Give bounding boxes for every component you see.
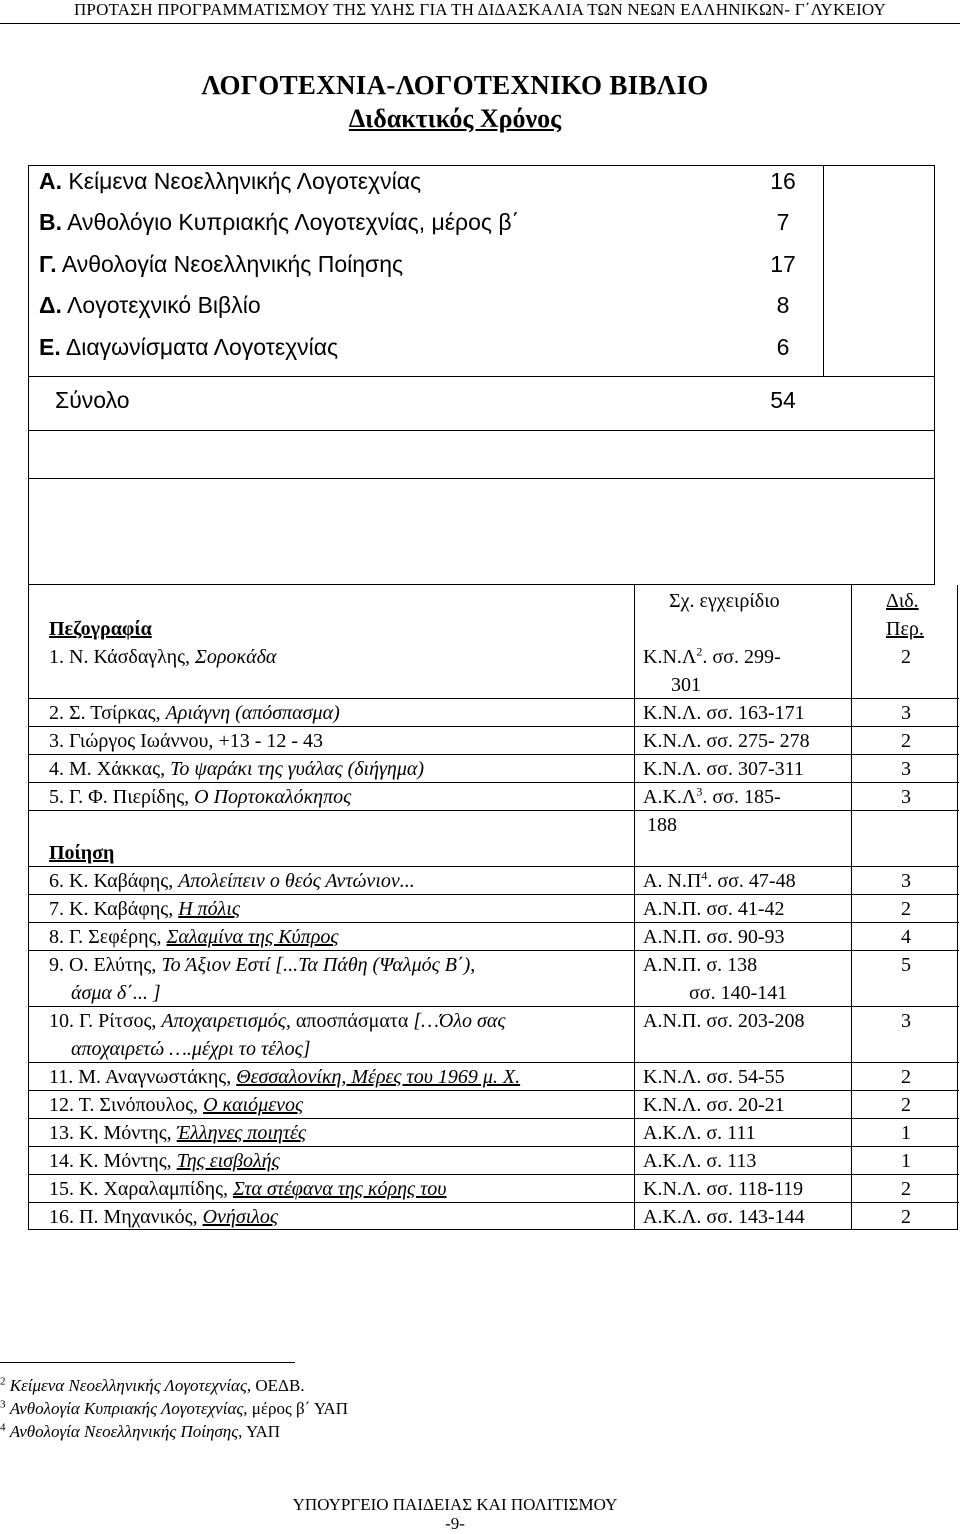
- source-cell: Κ.Ν.Λ. σσ. 307-311: [643, 758, 804, 780]
- source-cell: Κ.Ν.Λ. σσ. 20-21: [643, 1094, 785, 1116]
- reading-list-table: [28, 585, 958, 1230]
- table-row-cont: αποχαιρετώ ….μέχρι το τέλος]: [71, 1038, 311, 1060]
- periods-cell: 3: [901, 758, 911, 780]
- source-cell: Κ.Ν.Λ. σσ. 163-171: [643, 702, 805, 724]
- periods-cell: 2: [901, 1178, 911, 1200]
- table-row: 14. Κ. Μόντης, Της εισβολής: [49, 1150, 280, 1172]
- source-cell: Α.Ν.Π. σ. 138: [643, 954, 758, 976]
- source-cell: Α. $N.\Pi^4$. σσ. 47-48: [643, 868, 796, 892]
- source-cell: $K.N.\Lambda^2$. σσ. 299-: [643, 644, 781, 668]
- source-cell-cont: σσ. 140-141: [689, 982, 788, 1004]
- periods-cell: 1: [901, 1122, 911, 1144]
- source-cell: Α.Ν.Π. σσ. 90-93: [643, 926, 785, 948]
- periods-cell: 2: [901, 730, 911, 752]
- table-row: 10. Γ. Ρίτσος, Αποχαιρετισμός, αποσπάσματα […Όλο σας: [49, 1010, 506, 1032]
- source-cell: Α.Κ.Λ. σ. 111: [643, 1122, 756, 1144]
- table-row: 15. Κ. Χαραλαμπίδης, Στα στέφανα της κόρης του: [49, 1178, 447, 1200]
- summary-table: [28, 165, 935, 585]
- page-header: ΠΡΟΤΑΣΗ ΠΡΟΓΡΑΜΜΑΤΙΣΜΟΥ ΤΗΣ ΥΛΗΣ ΓΙΑ ΤΗ ΔΙΔΑΣΚΑΛΙΑ ΤΩΝ ΝΕΩΝ ΕΛΛΗΝΙΚΩΝ- Γ΄ΛΥΚΕΙΟΥ: [0, 0, 960, 24]
- periods-cell: 1: [901, 1150, 911, 1172]
- periods-cell: 5: [901, 954, 911, 976]
- periods-cell: 2: [901, 1094, 911, 1116]
- periods-cell: 2: [901, 1206, 911, 1228]
- footnote: $^3$ Ανθολογία Κυπριακής Λογοτεχνίας, μέρος β΄ ΥΑΠ: [0, 1398, 348, 1418]
- source-cell-cont: 188: [647, 814, 677, 836]
- periods-cell: 3: [901, 1010, 911, 1032]
- page-footer: ΥΠΟΥΡΓΕΙΟ ΠΑΙΔΕΙΑΣ ΚΑΙ ΠΟΛΙΤΙΣΜΟΥ: [292, 1495, 618, 1514]
- table-row: 1. Ν. Κάσδαγλης, Σοροκάδα: [49, 646, 277, 668]
- col-header-textbook: Σχ. εγχειρίδιο: [669, 590, 780, 612]
- source-cell: $A.K.\Lambda^3$. σσ. 185-: [643, 784, 781, 808]
- summary-row: Ε. Διαγωνίσματα Λογοτεχνίας 6: [39, 334, 790, 360]
- section-poetry: Ποίηση: [49, 842, 115, 864]
- source-cell: Κ.Ν.Λ. σσ. 275- 278: [643, 730, 810, 752]
- page-subtitle: Διδακτικός Χρόνος: [348, 104, 562, 133]
- periods-cell: 3: [901, 870, 911, 892]
- periods-cell: 3: [901, 786, 911, 808]
- source-cell: Α.Ν.Π. σσ. 41-42: [643, 898, 785, 920]
- table-row: 8. Γ. Σεφέρης, Σαλαμίνα της Κύπρος: [49, 926, 339, 948]
- periods-cell: 3: [901, 702, 911, 724]
- col-header-periods-1: Διδ.: [886, 590, 919, 612]
- table-row: 4. Μ. Χάκκας, Το ψαράκι της γυάλας (διήγημα): [49, 758, 425, 780]
- table-row-cont: άσμα δ΄... ]: [71, 982, 161, 1004]
- source-cell: Α.Ν.Π. σσ. 203-208: [643, 1010, 805, 1032]
- source-cell-cont: 301: [671, 674, 701, 696]
- summary-total-row: Σύνολο 54: [55, 387, 796, 413]
- periods-cell: 2: [901, 898, 911, 920]
- summary-row: Δ. Λογοτεχνικό Βιβλίο 8: [39, 292, 790, 318]
- footnote: $^4$ Ανθολογία Νεοελληνικής Ποίησης, ΥΑΠ: [0, 1421, 281, 1441]
- table-row: 6. Κ. Καβάφης, Απολείπειν ο θεός Αντώνιον...: [49, 870, 415, 892]
- table-row: 2. Σ. Τσίρκας, Αριάγνη (απόσπασμα): [49, 702, 340, 724]
- summary-row: Α. Κείμενα Νεοελληνικής Λογοτεχνίας 16: [39, 168, 796, 194]
- table-row: 5. Γ. Φ. Πιερίδης, Ο Πορτοκαλόκηπος: [49, 786, 352, 808]
- summary-row: Γ. Ανθολογία Νεοελληνικής Ποίησης 17: [39, 251, 796, 277]
- footnote-separator: [0, 1362, 295, 1363]
- table-row: 3. Γιώργος Ιωάννου, +13 - 12 - 43: [49, 730, 324, 752]
- source-cell: Κ.Ν.Λ. σσ. 118-119: [643, 1178, 804, 1200]
- summary-row: Β. Ανθολόγιο Κυπριακής Λογοτεχνίας, μέρος β΄ 7: [39, 209, 790, 235]
- table-row: 12. Τ. Σινόπουλος, Ο καιόμενος: [49, 1094, 304, 1116]
- col-header-periods-2: Περ.: [886, 618, 924, 640]
- table-row: 7. Κ. Καβάφης, Η πόλις: [49, 898, 240, 920]
- source-cell: Α.Κ.Λ. σσ. 143-144: [643, 1206, 805, 1228]
- section-prose: Πεζογραφία: [49, 618, 152, 640]
- table-row: 13. Κ. Μόντης, Έλληνες ποιητές: [49, 1122, 307, 1144]
- table-row: 16. Π. Μηχανικός, Ονήσιλος: [49, 1206, 279, 1228]
- periods-cell: 2: [901, 1066, 911, 1088]
- table-row: 11. Μ. Αναγνωστάκης, Θεσσαλονίκη, Μέρες του 1969 μ. Χ.: [49, 1066, 521, 1088]
- source-cell: Κ.Ν.Λ. σσ. 54-55: [643, 1066, 785, 1088]
- footnote: $^2$ Κείμενα Νεοελληνικής Λογοτεχνίας, ΟΕΔΒ.: [0, 1375, 305, 1395]
- table-row: 9. Ο. Ελύτης, Το Άξιον Εστί [...Τα Πάθη (Ψαλμός Β΄),: [49, 954, 476, 976]
- source-cell: Α.Κ.Λ. σ. 113: [643, 1150, 757, 1172]
- page-number: -9-: [445, 1514, 465, 1533]
- periods-cell: 2: [901, 646, 911, 668]
- page-title: ΛΟΓΟΤΕΧΝΙΑ-ΛΟΓΟΤΕΧΝΙΚΟ ΒΙΒΛΙΟ: [201, 70, 709, 100]
- periods-cell: 4: [901, 926, 911, 948]
